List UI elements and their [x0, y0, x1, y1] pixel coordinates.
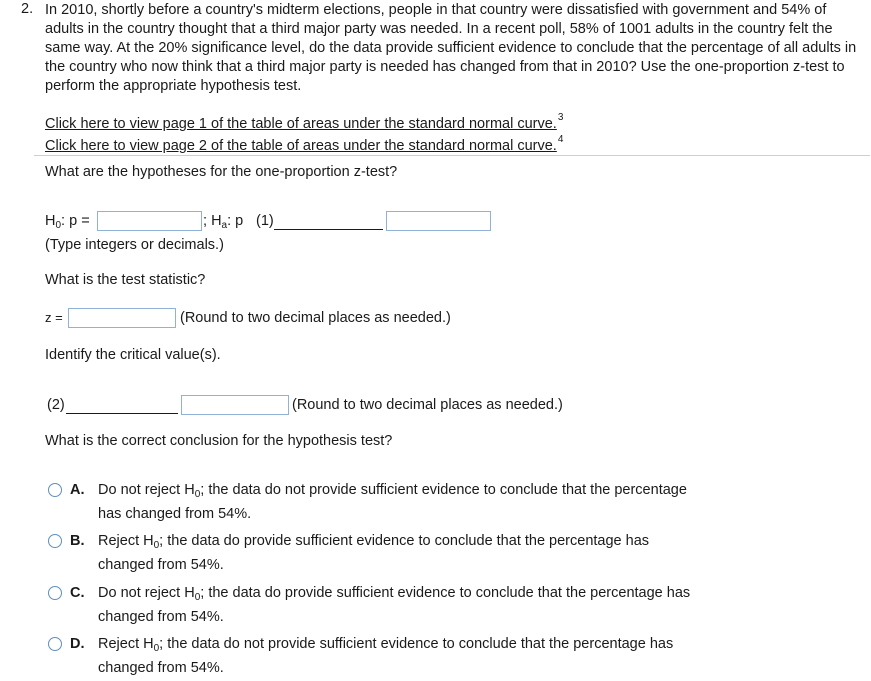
option-a-letter: A. — [70, 482, 85, 498]
critical-hint: (Round to two decimal places as needed.) — [292, 397, 563, 413]
critical-question: Identify the critical value(s). — [45, 347, 221, 363]
link-2-footnote: 4 — [557, 133, 564, 145]
option-c-text: Do not reject $H_0$; the data do provide sufficient evidence to conclude that the percentage has changed from 54%. — [98, 585, 691, 625]
statistic-hint: (Round to two decimal places as needed.) — [180, 310, 451, 326]
critical-value-input[interactable] — [181, 395, 289, 415]
hypotheses-question: What are the hypotheses for the one-proportion z-test? — [45, 164, 398, 180]
option-c-letter: C. — [70, 585, 85, 601]
problem-text: In 2010, shortly before a country's midterm elections, people in that country were dissatisfied with government and 54% of adults in the country thought that a third major party was needed. In a recent poll, 58% of 1001 adults in the country felt the same way. At the 20% significance level, do the data provide sufficient evidence to conclude that the percentage of all adults in the country who now think that a third major party is needed has changed from that in 2010? Use the one-proportion z-test to perform the appropriate hypothesis test. — [45, 2, 857, 94]
z-label: z = — [45, 310, 63, 325]
ha-value-input[interactable] — [386, 211, 491, 231]
option-b-letter: B. — [70, 533, 85, 549]
hypotheses-hint: (Type integers or decimals.) — [45, 237, 224, 253]
question-number: 2. — [21, 1, 34, 17]
table-links — [45, 111, 563, 155]
normal-table-page1-link[interactable]: Click here to view page 1 of the table of areas under the standard normal curve. — [45, 115, 557, 132]
option-b-text: Reject $H_0$; the data do provide sufficient evidence to conclude that the percentage has changed from 54%. — [98, 533, 650, 573]
h0-value-input[interactable] — [97, 211, 202, 231]
option-c-radio[interactable] — [48, 586, 62, 600]
normal-table-page2-link[interactable]: Click here to view page 2 of the table of areas under the standard normal curve. — [45, 137, 557, 154]
option-d-letter: D. — [70, 636, 85, 652]
link-1-footnote: 3 — [557, 112, 564, 123]
h0-label: $H_0$: p = — [45, 213, 90, 231]
option-b-radio[interactable] — [48, 534, 62, 548]
option-d-radio[interactable] — [48, 637, 62, 651]
option-a-text: Do not reject $H_0$; the data do not provide sufficient evidence to conclude that the percentage has changed from 54%. — [98, 482, 687, 522]
link-row-2 — [45, 133, 563, 155]
section-divider — [34, 155, 870, 156]
ha-operator-dropdown[interactable] — [274, 229, 383, 230]
statistic-question: What is the test statistic? — [45, 272, 206, 288]
critical-dropdown-number: (2) — [47, 397, 65, 413]
ha-operator-dropdown-number: (1) — [256, 213, 274, 229]
ha-label: ; $H_a$: p — [203, 213, 244, 231]
option-d-text: Reject $H_0$; the data do not provide sufficient evidence to conclude that the percentage has changed from 54%. — [98, 636, 674, 676]
critical-sign-dropdown[interactable] — [66, 413, 178, 414]
link-row-1 — [45, 111, 563, 133]
option-a-radio[interactable] — [48, 483, 62, 497]
conclusion-question: What is the correct conclusion for the hypothesis test? — [45, 433, 393, 449]
z-statistic-input[interactable] — [68, 308, 176, 328]
